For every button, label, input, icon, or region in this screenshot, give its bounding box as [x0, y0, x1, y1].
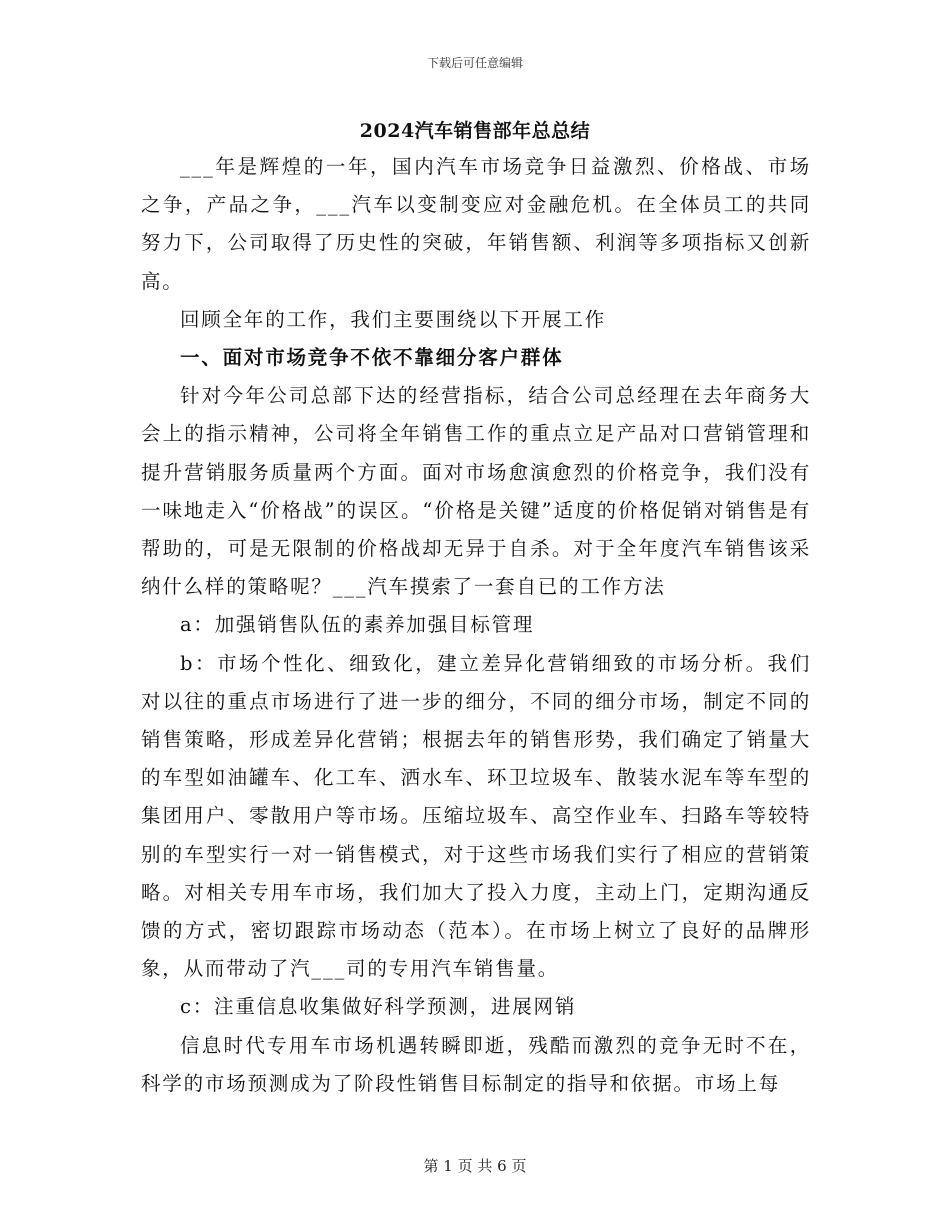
body-paragraph: 针对今年公司总部下达的经营指标，结合公司总经理在去年商务大会上的指示精神，公司将全年销售工作的重点立足产品对口营销管理和提升营销服务质量两个方面。面对市场愈演愈烈的价格竞争，我们没有一味地走入“价格战”的误区。“价格是关键”适度的价格促销对销售是有帮助的，可是无限制的价格战却无异于自杀。对于全年度汽车销售该采纳什么样的策略呢？___汽车摸索了一套自已的工作方法	[141, 384, 811, 599]
list-item-c: c：注重信息收集做好科学预测，进展网销	[180, 995, 577, 1019]
list-item-b: b：市场个性化、细致化，建立差异化营销细致的市场分析。我们对以往的重点市场进行了进一步的细分，不同的细分市场，制定不同的销售策略，形成差异化营销；根据去年的销售形势，我们确定了销量大的车型如油罐车、化工车、洒水车、环卫垃圾车、散装水泥车等车型的集团用户、零散用户等市场。压缩垃圾车、高空作业车、扫路车等较特别的车型实行一对一销售模式，对于这些市场我们实行了相应的营销策略。对相关专用车市场，我们加大了投入力度，主动上门，定期沟通反馈的方式，密切跟踪市场动态（范本）。在市场上树立了良好的品牌形象，从而带动了汽___司的专用汽车销售量。	[141, 651, 811, 981]
body-paragraph-continued: 信息时代专用车市场机遇转瞬即逝，残酷而激烈的竞争无时不在，科学的市场预测成为了阶段性销售目标制定的指导和依据。市场上每	[141, 1033, 811, 1095]
intro-paragraph: ___年是辉煌的一年，国内汽车市场竞争日益激烈、价格战、市场之争，产品之争，___汽车以变制变应对金融危机。在全体员工的共同努力下，公司取得了历史性的突破，年销售额、利润等多项指标又创新高。	[141, 155, 811, 293]
document-title: 2024汽车销售部年总总结	[359, 120, 591, 142]
review-paragraph: 回顾全年的工作，我们主要围绕以下开展工作	[180, 307, 607, 331]
section-heading: 一、面对市场竞争不依不靠细分客户群体	[180, 346, 564, 370]
header-note: 下载后可任意编辑	[426, 56, 523, 70]
document-body	[141, 148, 811, 1103]
page-number: 第 1 页 共 6 页	[423, 1157, 527, 1175]
list-item-a: a：加强销售队伍的素养加强目标管理	[180, 613, 535, 637]
